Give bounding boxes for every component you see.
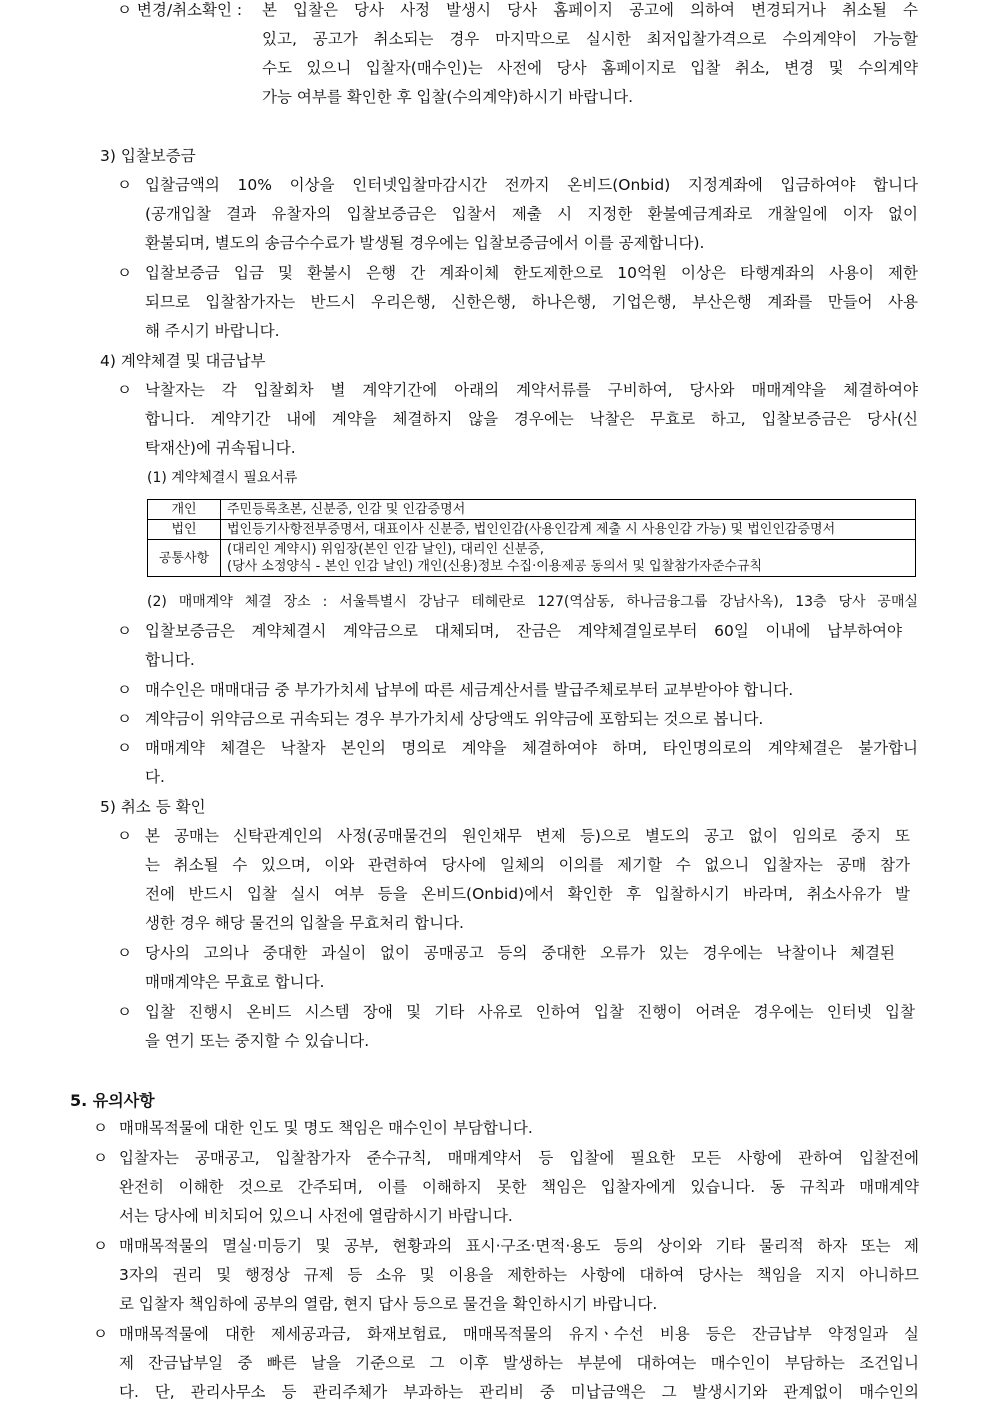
bullet-mark: ㅇ xyxy=(93,1119,108,1137)
bullet-mark: ㅇ xyxy=(93,1149,108,1167)
paragraph-line: 낙찰자는 각 입찰회차 별 계약기간에 아래의 계약서류를 구비하여, 당사와 매매계약을 체결하여야 xyxy=(145,381,918,399)
paragraph-line: 탁재산)에 귀속됩니다. xyxy=(145,439,296,457)
paragraph-line: 당사의 고의나 중대한 과실이 없이 공매공고 등의 중대한 오류가 있는 경우에는 낙찰이나 체결된 xyxy=(145,944,895,962)
bullet-mark: ㅇ xyxy=(117,710,132,728)
table-value-line: (대리인 계약시) 위임장(본인 인감 날인), 대리인 신분증, xyxy=(227,542,545,557)
paragraph-line: 되므로 입찰참가자는 반드시 우리은행, 신한은행, 하나은행, 기업은행, 부산은행 계좌를 만들어 사용 xyxy=(145,293,918,311)
paragraph-line: 입찰보증금 입금 및 환불시 은행 간 계좌이체 한도제한으로 10억원 이상은 타행계좌의 사용이 제한 xyxy=(145,264,918,282)
paragraph-line: 서는 당사에 비치되어 있으니 사전에 열람하시기 바랍니다. xyxy=(119,1207,513,1225)
table-value-line: (당사 소정양식 - 본인 인감 날인) 개인(신용)정보 수집·이용제공 동의서 및 입찰참가자준수규칙 xyxy=(227,559,763,574)
bullet-mark: ㅇ xyxy=(117,176,132,194)
paragraph-line: 입찰금액의 10% 이상을 인터넷입찰마감시간 전까지 온비드(Onbid) 지정계좌에 입금하여야 합니다 xyxy=(145,176,918,194)
paragraph-line: 매매목적물에 대한 제세공과금, 화재보험료, 매매목적물의 유지ㆍ수선 비용 등은 잔금납부 약정일과 실 xyxy=(119,1325,919,1343)
required-documents-table xyxy=(147,499,916,577)
table-row xyxy=(148,500,916,520)
section-heading-notes: 5. 유의사항 xyxy=(70,1091,155,1110)
paragraph-line: 가능 여부를 확인한 후 입찰(수의계약)하시기 바랍니다. xyxy=(262,88,634,106)
bullet-mark: ㅇ xyxy=(117,622,132,640)
bullet-mark: ㅇ xyxy=(117,739,132,757)
paragraph-line: 합니다. 계약기간 내에 계약을 체결하지 않을 경우에는 낙찰은 무효로 하고, 입찰보증금은 당사(신 xyxy=(145,410,918,428)
table-value-cell: 주민등록초본, 신분증, 인감 및 인감증명서 xyxy=(221,500,916,520)
paragraph-line: 입찰 진행시 온비드 시스템 장애 및 기타 사유로 인하여 입찰 진행이 어려운 경우에는 인터넷 입찰 xyxy=(145,1003,915,1021)
bullet-mark: ㅇ xyxy=(117,944,132,962)
bullet-mark: ㅇ xyxy=(117,1003,132,1021)
table-row xyxy=(148,520,916,540)
table-value-cell xyxy=(221,540,916,577)
table-key-cell: 법인 xyxy=(148,520,221,540)
bullet-mark: ㅇ xyxy=(117,827,132,845)
sub-heading-documents: (1) 계약체결시 필요서류 xyxy=(147,470,298,486)
paragraph-line: 계약금이 위약금으로 귀속되는 경우 부가가치세 상당액도 위약금에 포함되는 것으로 봅니다. xyxy=(145,710,764,728)
bullet-mark: ㅇ xyxy=(93,1237,108,1255)
paragraph-line: 매매계약 체결은 낙찰자 본인의 명의로 계약을 체결하여야 하며, 타인명의로의 계약체결은 불가합니 xyxy=(145,739,918,757)
table-key-cell: 개인 xyxy=(148,500,221,520)
paragraph-line: 다. xyxy=(145,768,165,786)
paragraph-line: 을 연기 또는 중지할 수 있습니다. xyxy=(145,1032,370,1050)
paragraph-line: 다. 단, 관리사무소 등 관리주체가 부과하는 관리비 중 미납금액은 그 발생시기와 관계없이 매수인의 xyxy=(119,1383,919,1401)
table-row xyxy=(148,540,916,577)
paragraph-line: 매매목적물의 멸실·미등기 및 공부, 현황과의 표시·구조·면적·용도 등의 상이와 기타 물리적 하자 또는 제 xyxy=(119,1237,919,1255)
paragraph-line: 환불되며, 별도의 송금수수료가 발생될 경우에는 입찰보증금에서 이를 공제합니다). xyxy=(145,234,705,252)
paragraph-line: 전에 반드시 입찰 실시 여부 등을 온비드(Onbid)에서 확인한 후 입찰하시기 바라며, 취소사유가 발 xyxy=(145,885,910,903)
section-heading-cancel-check: 5) 취소 등 확인 xyxy=(100,798,206,816)
paragraph-line: 제 잔금납부일 중 빠른 날을 기준으로 그 이후 발생하는 부분에 대하여는 매수인이 부담하는 조건입니 xyxy=(119,1354,919,1372)
paragraph-line: 로 입찰자 책임하에 공부의 열람, 현지 답사 등으로 물건을 확인하시기 바랍니다. xyxy=(119,1295,658,1313)
paragraph-line: 입찰자는 공매공고, 입찰참가자 준수규칙, 매매계약서 등 입찰에 필요한 모든 사항에 관하여 입찰전에 xyxy=(119,1149,919,1167)
bullet-mark: ㅇ xyxy=(117,264,132,282)
paragraph-line: (공개입찰 결과 유찰자의 입찰보증금은 입찰서 제출 시 지정한 환불예금계좌로 개찰일에 이자 없이 xyxy=(145,205,918,223)
table-value-cell: 법인등기사항전부증명서, 대표이사 신분증, 법인인감(사용인감계 제출 시 사용인감 가능) 및 법인인감증명서 xyxy=(221,520,916,540)
contract-place-line: (2) 매매계약 체결 장소 : 서울특별시 강남구 테헤란로 127(역삼동, 하나금융그룹 강남사옥), 13층 당사 공매실 xyxy=(147,594,918,610)
paragraph-line: 생한 경우 해당 물건의 입찰을 무효처리 합니다. xyxy=(145,914,464,932)
table-key-cell: 공통사항 xyxy=(148,540,221,577)
change-cancel-label: ㅇ 변경/취소확인 : xyxy=(117,1,243,19)
paragraph-line: 합니다. xyxy=(145,651,195,669)
section-heading-contract: 4) 계약체결 및 대금납부 xyxy=(100,352,266,370)
paragraph-line: 입찰보증금은 계약체결시 계약금으로 대체되며, 잔금은 계약체결일로부터 60일 이내에 납부하여야 xyxy=(145,622,902,640)
paragraph-line: 는 취소될 수 있으며, 이와 관련하여 당사에 일체의 이의를 제기할 수 없으니 입찰자는 공매 참가 xyxy=(145,856,910,874)
paragraph-line: 매매계약은 무효로 합니다. xyxy=(145,973,325,991)
paragraph-line: 본 공매는 신탁관계인의 사정(공매물건의 원인채무 변제 등)으로 별도의 공고 없이 임의로 중지 또 xyxy=(145,827,910,845)
bullet-mark: ㅇ xyxy=(117,681,132,699)
paragraph-line: 해 주시기 바랍니다. xyxy=(145,322,280,340)
paragraph-line: 완전히 이해한 것으로 간주되며, 이를 이해하지 못한 책임은 입찰자에게 있습니다. 동 규칙과 매매계약 xyxy=(119,1178,919,1196)
paragraph-line: 매매목적물에 대한 인도 및 명도 책임은 매수인이 부담합니다. xyxy=(119,1119,533,1137)
paragraph-line: 본 입찰은 당사 사정 발생시 당사 홈페이지 공고에 의하여 변경되거나 취소될 수 xyxy=(262,1,918,19)
bullet-mark: ㅇ xyxy=(93,1325,108,1343)
section-heading-deposit: 3) 입찰보증금 xyxy=(100,147,196,165)
paragraph-line: 3자의 권리 및 행정상 규제 등 소유 및 이용을 제한하는 사항에 대하여 당사는 책임을 지지 아니하므 xyxy=(119,1266,919,1284)
paragraph-line: 있고, 공고가 취소되는 경우 마지막으로 실시한 최저입찰가격으로 수의계약이 가능할 xyxy=(262,30,918,48)
paragraph-line: 수도 있으니 입찰자(매수인)는 사전에 당사 홈페이지로 입찰 취소, 변경 및 수의계약 xyxy=(262,59,918,77)
paragraph-line: 매수인은 매매대금 중 부가가치세 납부에 따른 세금계산서를 발급주체로부터 교부받아야 합니다. xyxy=(145,681,794,699)
bullet-mark: ㅇ xyxy=(117,381,132,399)
